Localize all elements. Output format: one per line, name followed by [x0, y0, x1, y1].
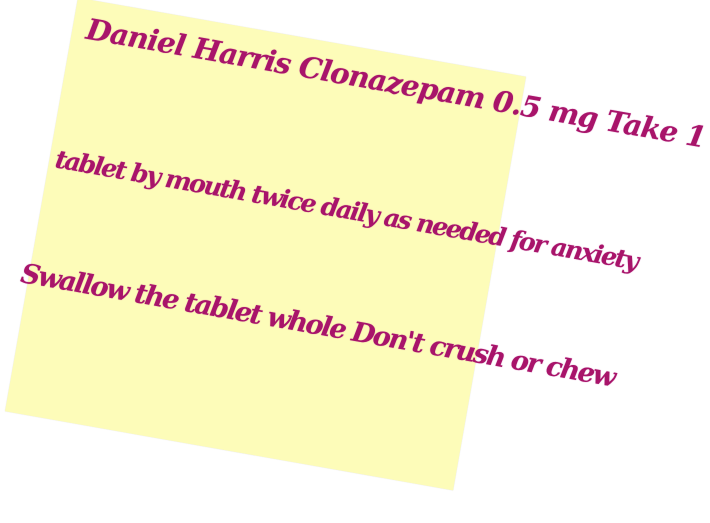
note-line-1: Daniel Harris Clonazepam 0.5 mg Take 1: [83, 11, 708, 155]
prescription-note: [5, 0, 708, 490]
note-line-3: Swallow the tablet whole Don't crush or chew: [18, 258, 617, 394]
note-line-2: tablet by mouth twice daily as needed for anxiety: [53, 144, 640, 276]
